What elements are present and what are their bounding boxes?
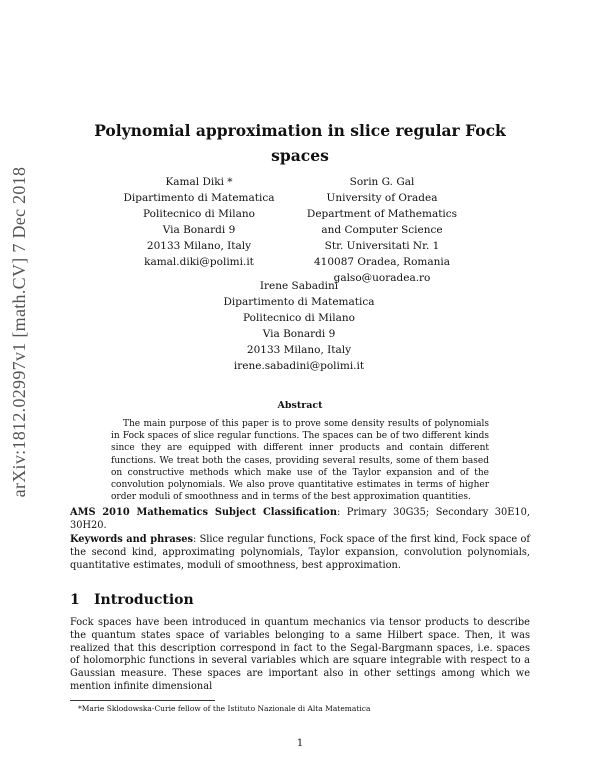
section-title: Introduction: [94, 592, 194, 608]
section-number: 1: [70, 592, 80, 608]
title-line-2: spaces: [271, 146, 329, 165]
arxiv-identifier: arXiv:1812.02997v1 [math.CV] 7 Dec 2018: [9, 166, 29, 498]
abstract-heading: Abstract: [277, 400, 323, 411]
author-city: 20133 Milano, Italy: [146, 240, 252, 252]
author-city: 410087 Oradea, Romania: [313, 256, 450, 268]
ams-classification: [70, 506, 530, 532]
author-street: Via Bonardi 9: [262, 328, 336, 340]
author-name: Kamal Diki *: [165, 176, 233, 188]
author-street: Via Bonardi 9: [162, 224, 236, 236]
ams-text: : Primary 30G35; Secondary 30E10, 30H20.: [70, 507, 530, 531]
author-institution: Politecnico di Milano: [243, 312, 355, 324]
author-department: Department of Mathematics: [306, 208, 458, 220]
paper-title: [60, 118, 540, 168]
author-department-2: and Computer Science: [321, 224, 443, 236]
author-email: kamal.diki@polimi.it: [144, 256, 254, 268]
author-email: galso@uoradea.ro: [333, 272, 431, 284]
keywords: [70, 533, 530, 572]
page-number: 1: [296, 738, 304, 749]
author-university: University of Oradea: [326, 192, 438, 204]
footnote-rule: [70, 700, 215, 701]
author-name: Irene Sabadini: [259, 280, 339, 292]
author-affiliation: Dipartimento di Matematica: [223, 296, 375, 308]
author-block-sabadini: [204, 278, 394, 374]
author-email: irene.sabadini@polimi.it: [233, 360, 365, 372]
author-block-diki: [114, 174, 284, 270]
ams-label: AMS 2010 Mathematics Subject Classification: [70, 507, 337, 518]
footnote: *Marie Sklodowska-Curie fellow of the Istituto Nazionale di Alta Matematica: [78, 704, 371, 713]
author-affiliation: Dipartimento di Matematica: [123, 192, 275, 204]
author-block-gal: [294, 174, 470, 286]
section-heading: [70, 592, 194, 608]
author-name: Sorin G. Gal: [349, 176, 415, 188]
introduction-paragraph: Fock spaces have been introduced in quantum mechanics via tensor products to describe the quantum states space of variables belonging to a same Hilbert space. Then, it was realized that this description correspond in fact to the Segal-Bargmann spaces, i.e. spaces of holomorphic functions in several variables which are square integrable with respect to a Gaussian measure. These spaces are important also in other settings among which we mention infinite dimensional: [70, 617, 530, 692]
author-street: Str. Universitati Nr. 1: [324, 240, 440, 252]
keywords-text: : Slice regular functions, Fock space of the first kind, Fock space of the second kind, approximating polynomials, Taylor expansion, convolution polynomials, quantitative estimates, moduli of smoothness, best approximation.: [70, 534, 531, 571]
author-institution: Politecnico di Milano: [143, 208, 255, 220]
author-city: 20133 Milano, Italy: [246, 344, 352, 356]
abstract-body: The main purpose of this paper is to prove some density results of polynomials in Fock spaces of slice regular functions. The spaces can be of two different kinds since they are equipped with different inner products and contain different functions. We treat both the cases, providing several results, some of them based on constructive methods which make use of the Taylor expansion and of the convolution polynomials. We also prove quantitative estimates in terms of higher order moduli of smoothness and in terms of the best approximation quantities.: [111, 419, 489, 503]
keywords-label: Keywords and phrases: [70, 534, 193, 545]
title-line-1: Polynomial approximation in slice regular Fock: [94, 121, 506, 140]
